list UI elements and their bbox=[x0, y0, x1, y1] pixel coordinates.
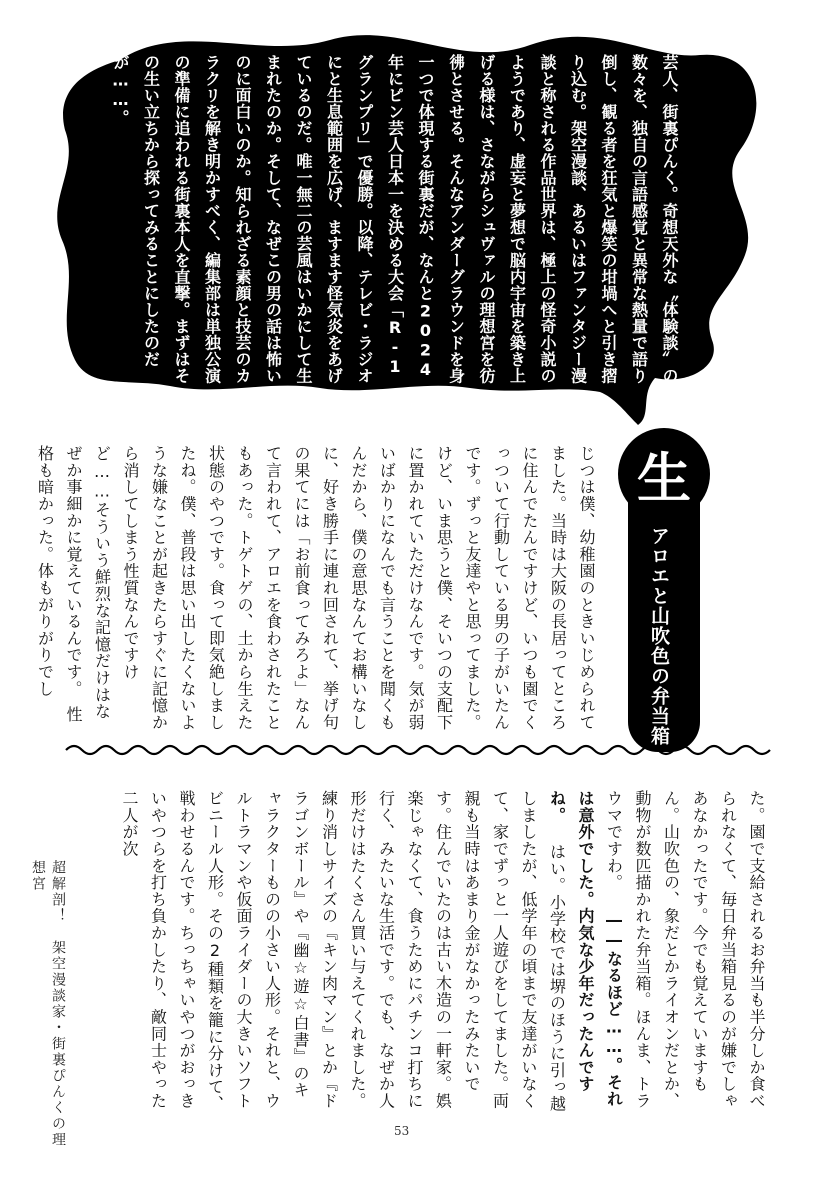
section-heading-badge bbox=[628, 436, 700, 752]
section-mark: 生 bbox=[637, 445, 691, 510]
page-number: 53 bbox=[394, 1124, 410, 1138]
interview-question: ――なるほど……。それは意外でした。内気な少年だったんですね。 bbox=[547, 790, 624, 1108]
body-text-lower-part2: はい。小学校では堺のほうに引っ越しましたが、低学年の頃まで友達がいなくて、家でずっと一人遊びをしてました。両親も当時はあまり金がなかったみたいです。住んでいたのは古い木造の一軒家。娯楽じゃなくて、食うためにパチンコ打ちに行く、みたいな生活です。でも、なぜか人形だけはたくさん買い与えてくれました。練り消しサイズの『キン肉マン』とか『ドラゴンボール』や『幽☆遊☆白書』のキャラクターものの小さい人形。それと、ウルトラマンや仮面ライダーの大きいソフトビニール人形。その2種類を籠に分けて、戦わせるんです。ちっちゃいやつがおっきいやつらを打ち負かしたり、敵同士やった二人が次 bbox=[120, 790, 567, 1113]
running-head: 超解剖！ 架空漫談家・街裏ぴんくの理想宮 bbox=[30, 860, 66, 1148]
wavy-line bbox=[66, 746, 770, 754]
section-mark-circle bbox=[618, 428, 710, 520]
body-text-lower bbox=[95, 790, 770, 1115]
body-text-lower-part1: た。園で支給されるお弁当も半分しか食べられなくて、毎日弁当箱見るのが嫌でしゃあなかったです。今でも覚えていますもん。山吹色の、象だとかライオンだとか、動物が数匹描かれた弁当箱。ほんま、トラウマですわ。 bbox=[604, 790, 766, 1110]
section-title: アロエと山吹色の弁当箱 bbox=[648, 526, 670, 746]
lead-paragraph: 芸人、街裏ぴんく。奇想天外な〝体験談〟の数々を、独自の言語感覚と異常な熱量で語り倒し、観る者を狂気と爆笑の坩堝へと引き摺り込む。架空漫談、あるいはファンタジー漫談と称される作品世界は、極上の怪奇小説のようであり、虚妄と夢想で脳内宇宙を築き上げる様は、さながらシュヴァルの理想宮を彷彿とさせる。そんなアンダーグラウンドを身一つで体現する街裏だが、なんと2024年にピン芸人日本一を決める大会「R-1グランプリ」で優勝。以降、テレビ・ラジオにと生息範囲を広げ、ますます怪気炎をあげているのだ。唯一無二の芸風はいかにして生まれたのか。そして、なぜこの男の話は怖いのに面白いのか。知られざる素顔と技芸のカラクリを解き明かすべく、編集部は単独公演の準備に追われる街裏本人を直撃。まずはその生い立ちから探ってみることにしたのだが……。 bbox=[111, 54, 679, 384]
body-text-upper: じつは僕、幼稚園のときいじめられてました。当時は大阪の長居ってところに住んでたんですけど、いつも園でくっついて行動している男の子がいたんです。ずっと友達やと思ってました。けど、いま思うと僕、そいつの支配下に置かれていただけなんです。気が弱いばかりになんでも言うことを聞くもんだから、僕の意思なんてお構いなしに、好き勝手に連れ回されて、挙げ句の果てには「お前食ってみろよ」なんて言われて、アロエを食わされたこともあった。トゲトゲの、土から生えた状態のやつです。食って即気絶しましたね。僕、普段は思い出したくないような嫌なことが起きたらすぐに記憶から消してしまう性質なんですけど……そういう鮮烈な記憶だけはなぜか事細かに覚えているんです。 性格も暗かった。体もがりがりでし bbox=[35, 445, 596, 731]
wavy-divider bbox=[66, 742, 766, 758]
